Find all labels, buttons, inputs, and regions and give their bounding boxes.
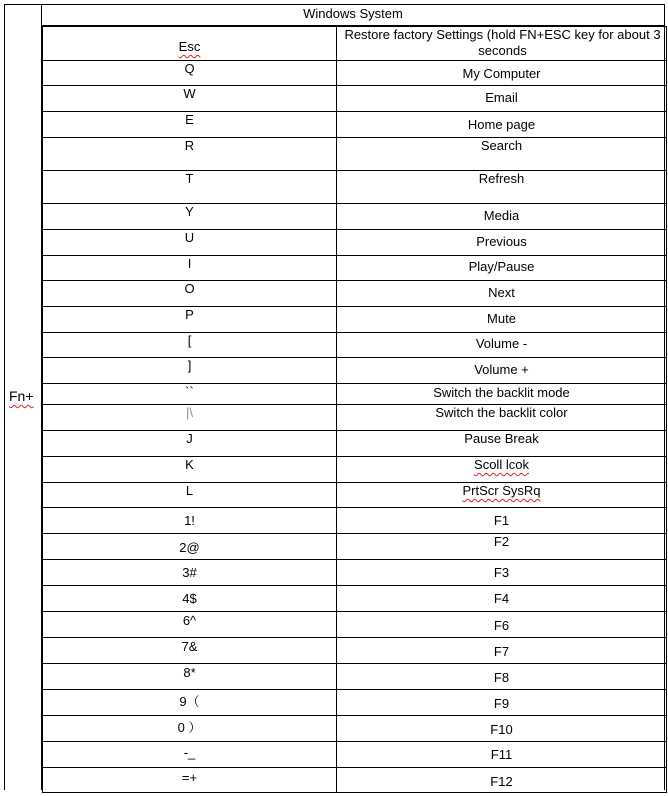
desc-text: F10 xyxy=(490,722,513,737)
key-text: T xyxy=(185,171,194,186)
key-text: 9（ xyxy=(179,694,200,709)
key-cell xyxy=(43,612,337,638)
key-text: 0 ） xyxy=(177,720,202,735)
key-text: J xyxy=(186,431,193,446)
desc-cell xyxy=(337,358,667,384)
key-cell xyxy=(43,204,337,230)
desc-text: Play/Pause xyxy=(468,259,535,274)
desc-cell xyxy=(337,281,667,307)
desc-cell xyxy=(337,230,667,256)
desc-cell xyxy=(337,61,667,86)
key-cell xyxy=(43,508,337,534)
table-row xyxy=(43,230,667,256)
table-row xyxy=(43,716,667,742)
key-text: 4$ xyxy=(182,591,197,606)
desc-text: Email xyxy=(485,90,518,105)
key-text: ] xyxy=(187,358,192,373)
key-text: 1! xyxy=(184,513,195,528)
desc-cell xyxy=(337,138,667,171)
table-row xyxy=(43,560,667,586)
table-row xyxy=(43,612,667,638)
desc-cell xyxy=(337,431,667,457)
desc-cell xyxy=(337,534,667,560)
desc-text: F11 xyxy=(490,747,513,762)
key-text: Esc xyxy=(178,39,201,54)
desc-text: Refresh xyxy=(478,171,525,186)
key-cell xyxy=(43,431,337,457)
key-cell xyxy=(43,333,337,358)
key-text: O xyxy=(184,281,195,296)
table-row xyxy=(43,333,667,358)
desc-text: PrtScr SysRq xyxy=(462,483,541,498)
key-cell xyxy=(43,690,337,716)
key-cell xyxy=(43,27,337,61)
key-text: L xyxy=(185,483,194,498)
key-text: U xyxy=(184,230,195,245)
key-text: `` xyxy=(185,384,194,399)
key-cell xyxy=(43,716,337,742)
desc-cell xyxy=(337,171,667,204)
desc-text: Pause Break xyxy=(464,431,539,446)
table-row xyxy=(43,281,667,307)
desc-cell xyxy=(337,384,667,405)
key-cell xyxy=(43,86,337,112)
desc-text: Volume - xyxy=(475,336,528,351)
desc-cell xyxy=(337,112,667,138)
desc-text: Volume + xyxy=(474,362,529,377)
desc-text: My Computer xyxy=(462,66,541,81)
desc-text: Media xyxy=(483,208,520,223)
table-row xyxy=(43,457,667,483)
desc-cell xyxy=(337,586,667,612)
table-row xyxy=(43,384,667,405)
key-text: =+ xyxy=(181,770,198,785)
desc-text: Previous xyxy=(476,234,527,249)
table-row xyxy=(43,690,667,716)
fn-label: Fn+ xyxy=(9,388,34,404)
table-header: Windows System xyxy=(42,4,664,26)
key-cell xyxy=(43,230,337,256)
table-row xyxy=(43,86,667,112)
key-cell xyxy=(43,384,337,405)
table-row xyxy=(43,664,667,690)
desc-text: F3 xyxy=(493,565,510,580)
shortcut-table xyxy=(42,26,667,793)
desc-cell xyxy=(337,204,667,230)
desc-cell xyxy=(337,483,667,508)
key-text: Y xyxy=(185,204,194,219)
key-cell xyxy=(43,138,337,171)
key-text: 2@ xyxy=(179,540,200,555)
desc-text: Search xyxy=(480,138,523,153)
table-row xyxy=(43,534,667,560)
desc-cell xyxy=(337,405,667,431)
desc-cell xyxy=(337,742,667,768)
key-text: Q xyxy=(184,61,195,76)
key-text: E xyxy=(185,112,194,127)
desc-text: F9 xyxy=(493,696,510,711)
key-cell xyxy=(43,586,337,612)
table-row xyxy=(43,768,667,793)
table-row xyxy=(43,112,667,138)
key-cell xyxy=(43,405,337,431)
desc-text: Next xyxy=(488,285,515,300)
desc-text: Scoll lcok xyxy=(474,457,529,472)
key-cell xyxy=(43,61,337,86)
table-row xyxy=(43,256,667,281)
key-text: I xyxy=(187,256,192,271)
key-cell xyxy=(43,534,337,560)
key-text: |\ xyxy=(186,405,193,420)
table-row xyxy=(43,307,667,333)
desc-text: F12 xyxy=(490,774,513,789)
table-row xyxy=(43,138,667,171)
desc-text: F1 xyxy=(493,513,510,528)
key-cell xyxy=(43,768,337,793)
key-cell xyxy=(43,358,337,384)
table-row xyxy=(43,431,667,457)
key-cell xyxy=(43,560,337,586)
desc-cell xyxy=(337,664,667,690)
key-text: 8* xyxy=(183,665,196,680)
key-text: [ xyxy=(187,333,192,348)
desc-cell xyxy=(337,27,667,61)
table-row xyxy=(43,508,667,534)
key-cell xyxy=(43,457,337,483)
desc-text: Switch the backlit color xyxy=(435,405,568,420)
key-cell xyxy=(43,112,337,138)
key-text: 3# xyxy=(182,565,197,580)
desc-text: F6 xyxy=(493,618,510,633)
desc-text: F7 xyxy=(493,644,510,659)
table-row xyxy=(43,61,667,86)
table-row xyxy=(43,171,667,204)
desc-text: Switch the backlit mode xyxy=(433,385,570,400)
desc-cell xyxy=(337,768,667,793)
key-cell xyxy=(43,256,337,281)
key-text: 6^ xyxy=(182,613,197,628)
desc-text: F4 xyxy=(493,591,510,606)
desc-cell xyxy=(337,86,667,112)
table-row xyxy=(43,586,667,612)
desc-cell xyxy=(337,716,667,742)
desc-text: F2 xyxy=(493,534,510,549)
key-cell xyxy=(43,307,337,333)
table-row xyxy=(43,742,667,768)
desc-text: Home page xyxy=(467,117,536,132)
key-text: W xyxy=(183,86,196,101)
desc-text: F8 xyxy=(493,670,510,685)
desc-cell xyxy=(337,690,667,716)
table-row xyxy=(43,27,667,61)
desc-text: Restore factory Settings (hold FN+ESC key for about 3 seconds xyxy=(344,27,661,58)
key-cell xyxy=(43,281,337,307)
desc-cell xyxy=(337,307,667,333)
key-cell xyxy=(43,638,337,664)
desc-cell xyxy=(337,508,667,534)
table-row xyxy=(43,405,667,431)
desc-cell xyxy=(337,457,667,483)
key-cell xyxy=(43,483,337,508)
desc-cell xyxy=(337,333,667,358)
table-row xyxy=(43,638,667,664)
key-text: P xyxy=(185,307,194,322)
key-cell xyxy=(43,742,337,768)
table-row xyxy=(43,483,667,508)
desc-cell xyxy=(337,612,667,638)
key-text: K xyxy=(185,457,194,472)
key-text: -_ xyxy=(183,745,196,760)
desc-cell xyxy=(337,638,667,664)
desc-cell xyxy=(337,256,667,281)
key-cell xyxy=(43,664,337,690)
key-text: R xyxy=(184,138,195,153)
desc-text: Mute xyxy=(487,311,516,326)
desc-cell xyxy=(337,560,667,586)
table-row xyxy=(43,204,667,230)
table-row xyxy=(43,358,667,384)
key-text: 7& xyxy=(181,639,198,654)
key-cell xyxy=(43,171,337,204)
